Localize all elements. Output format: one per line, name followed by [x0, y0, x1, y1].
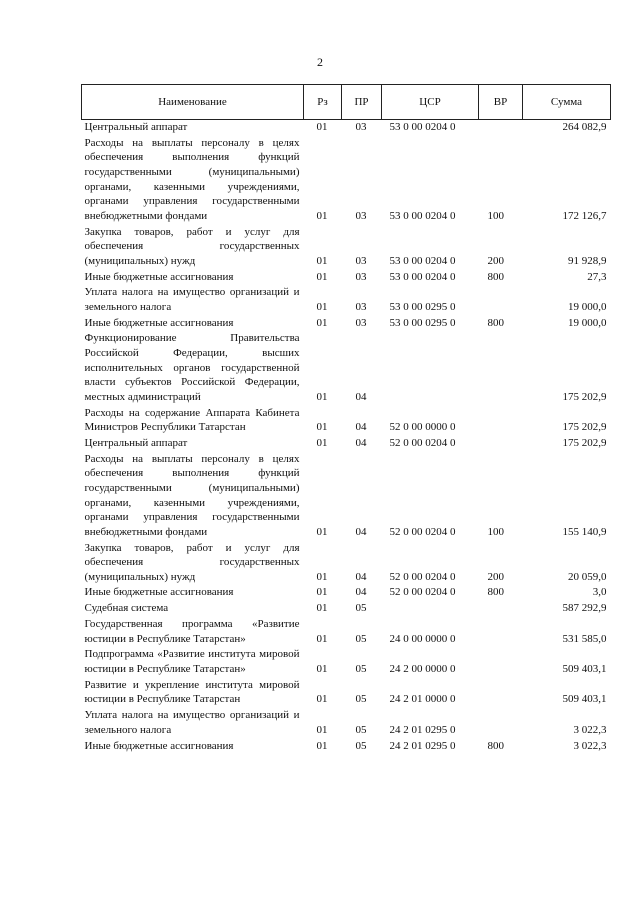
table-header: [82, 85, 611, 120]
row-vr: 800: [487, 316, 504, 329]
row-csr: 53 0 00 0295 0: [389, 316, 456, 329]
row-name: Расходы на содержание Аппарата Кабинета Министров Республики Татарстан: [84, 406, 300, 434]
row-name: Государственная программа «Развитие юстиции в Республике Татарстан»: [84, 618, 300, 645]
row-pr: 05: [355, 739, 367, 752]
row-name: Подпрограмма «Развитие института мировой юстиции в Республике Татарстан»: [84, 648, 300, 675]
header-pr: ПР: [342, 85, 382, 120]
row-rz: 01: [316, 602, 328, 615]
row-rz: 01: [316, 739, 328, 752]
row-pr: 04: [355, 436, 367, 449]
row-vr: [479, 601, 523, 617]
row-csr: 52 0 00 0204 0: [389, 525, 456, 538]
row-sum: 587 292,9: [562, 602, 607, 615]
row-csr: 24 2 01 0295 0: [389, 723, 456, 736]
row-sum: 509 403,1: [562, 693, 607, 706]
row-name: Закупка товаров, работ и услуг для обеспечения государственных (муниципальных) нужд: [84, 541, 300, 583]
row-rz: 01: [316, 436, 328, 449]
table-row: [82, 739, 611, 755]
row-name: Функционирование Правительства Российской Федерации, высших исполнительных органов государственной власти субъектов Российской Федерации, местных администраций: [84, 332, 300, 403]
header-csr: ЦСР: [382, 85, 479, 120]
table-body: [82, 120, 611, 755]
row-sum: 172 126,7: [562, 209, 607, 222]
row-sum: 3 022,3: [573, 723, 607, 736]
row-csr: [382, 331, 479, 405]
row-name: Судебная система: [84, 602, 169, 615]
row-vr: [479, 617, 523, 647]
row-name: Иные бюджетные ассигнования: [84, 270, 234, 283]
row-rz: 01: [316, 632, 328, 645]
row-pr: 03: [355, 121, 367, 133]
row-rz: 01: [316, 270, 328, 283]
row-pr: 04: [355, 390, 367, 403]
table-row: [82, 331, 611, 405]
row-sum: 175 202,9: [562, 436, 607, 449]
row-rz: 01: [316, 693, 328, 706]
row-csr: 52 0 00 0000 0: [389, 421, 456, 434]
row-csr: 53 0 00 0204 0: [389, 254, 456, 267]
row-rz: 01: [316, 390, 328, 403]
row-pr: 03: [355, 209, 367, 222]
table-row: [82, 601, 611, 617]
row-csr: 24 2 00 0000 0: [389, 663, 456, 675]
table-row: [82, 585, 611, 601]
row-rz: 01: [316, 586, 328, 599]
row-sum: 19 000,0: [568, 316, 607, 329]
row-csr: 52 0 00 0204 0: [389, 586, 456, 599]
row-name: Центральный аппарат: [84, 121, 188, 133]
table-row: [82, 708, 611, 738]
row-csr: 52 0 00 0204 0: [389, 570, 456, 583]
table-row: [82, 120, 611, 136]
table-row: [82, 452, 611, 541]
row-pr: 04: [355, 525, 367, 538]
row-rz: 01: [316, 300, 328, 313]
row-csr: 53 0 00 0204 0: [389, 209, 456, 222]
row-vr: 200: [487, 570, 504, 583]
row-sum: 175 202,9: [562, 390, 607, 403]
row-vr: 800: [487, 739, 504, 752]
row-vr: [479, 120, 523, 136]
row-name: Центральный аппарат: [84, 436, 188, 449]
row-vr: [479, 331, 523, 405]
row-name: Иные бюджетные ассигнования: [84, 316, 234, 329]
row-sum: 19 000,0: [568, 300, 607, 313]
row-vr: 100: [487, 209, 504, 222]
row-pr: 04: [355, 570, 367, 583]
row-pr: 03: [355, 300, 367, 313]
row-vr: [479, 678, 523, 708]
row-pr: 03: [355, 254, 367, 267]
row-pr: 05: [355, 693, 367, 706]
row-vr: [479, 647, 523, 677]
row-rz: 01: [316, 570, 328, 583]
row-csr: 24 0 00 0000 0: [389, 632, 456, 645]
row-name: Закупка товаров, работ и услуг для обеспечения государственных (муниципальных) нужд: [84, 225, 300, 267]
row-sum: 509 403,1: [562, 663, 607, 675]
table-row: [82, 270, 611, 286]
row-csr: 53 0 00 0204 0: [389, 270, 456, 283]
row-csr: 53 0 00 0204 0: [389, 121, 456, 133]
table-row: [82, 316, 611, 332]
row-vr: 200: [487, 254, 504, 267]
row-pr: 03: [355, 316, 367, 329]
row-vr: [479, 708, 523, 738]
row-pr: 05: [355, 602, 367, 615]
row-name: Расходы на выплаты персоналу в целях обеспечения выполнения функций государственными (муниципальными) органами, казенными учреждениями, органами управления государственными внебюджетными фондами: [84, 136, 300, 222]
table-row: [82, 617, 611, 647]
row-vr: [479, 406, 523, 436]
row-sum: 264 082,9: [562, 121, 607, 133]
row-rz: 01: [316, 663, 328, 675]
row-vr: [479, 285, 523, 315]
budget-table: [81, 84, 611, 754]
row-rz: 01: [316, 525, 328, 538]
header-sum: Сумма: [523, 85, 611, 120]
row-rz: 01: [316, 209, 328, 222]
row-name: Уплата налога на имущество организаций и земельного налога: [84, 286, 300, 313]
row-pr: 04: [355, 421, 367, 434]
row-vr: 800: [487, 586, 504, 599]
row-rz: 01: [316, 254, 328, 267]
row-sum: 3,0: [592, 586, 607, 599]
row-csr: 24 2 01 0295 0: [389, 739, 456, 752]
table-row: [82, 225, 611, 270]
row-name: Развитие и укрепление института мировой юстиции в Республике Татарстан: [84, 678, 300, 706]
row-rz: 01: [316, 421, 328, 434]
table-row: [82, 406, 611, 436]
row-pr: 05: [355, 663, 367, 675]
header-rz: Рз: [304, 85, 342, 120]
header-vr: ВР: [479, 85, 523, 120]
row-sum: 155 140,9: [562, 525, 607, 538]
row-rz: 01: [316, 316, 328, 329]
row-pr: 05: [355, 632, 367, 645]
table-row: [82, 136, 611, 225]
row-sum: 3 022,3: [573, 739, 607, 752]
row-name: Иные бюджетные ассигнования: [84, 586, 234, 599]
row-rz: 01: [316, 121, 328, 133]
row-vr: 800: [487, 270, 504, 283]
row-sum: 27,3: [587, 270, 607, 283]
table-row: [82, 285, 611, 315]
page-number: 2: [317, 55, 323, 69]
row-pr: 05: [355, 723, 367, 736]
row-vr: 100: [487, 525, 504, 538]
header-name: Наименование: [82, 85, 304, 120]
row-csr: 53 0 00 0295 0: [389, 300, 456, 313]
table-row: [82, 678, 611, 708]
row-pr: 03: [355, 270, 367, 283]
row-sum: 175 202,9: [562, 421, 607, 434]
row-csr: 24 2 01 0000 0: [389, 693, 456, 706]
row-pr: 04: [355, 586, 367, 599]
row-rz: 01: [316, 723, 328, 736]
row-csr: 52 0 00 0204 0: [389, 436, 456, 449]
row-sum: 91 928,9: [568, 254, 607, 267]
row-name: Уплата налога на имущество организаций и земельного налога: [84, 709, 300, 736]
row-vr: [479, 436, 523, 452]
row-name: Расходы на выплаты персоналу в целях обеспечения выполнения функций государственными (муниципальными) органами, казенными учреждениями, органами управления государственными внебюджетными фондами: [84, 452, 300, 538]
table-row: [82, 541, 611, 586]
row-sum: 20 059,0: [568, 570, 607, 583]
row-csr: [382, 601, 479, 617]
row-sum: 531 585,0: [562, 632, 607, 645]
table-row: [82, 436, 611, 452]
row-name: Иные бюджетные ассигнования: [84, 739, 234, 752]
table-row: [82, 647, 611, 677]
